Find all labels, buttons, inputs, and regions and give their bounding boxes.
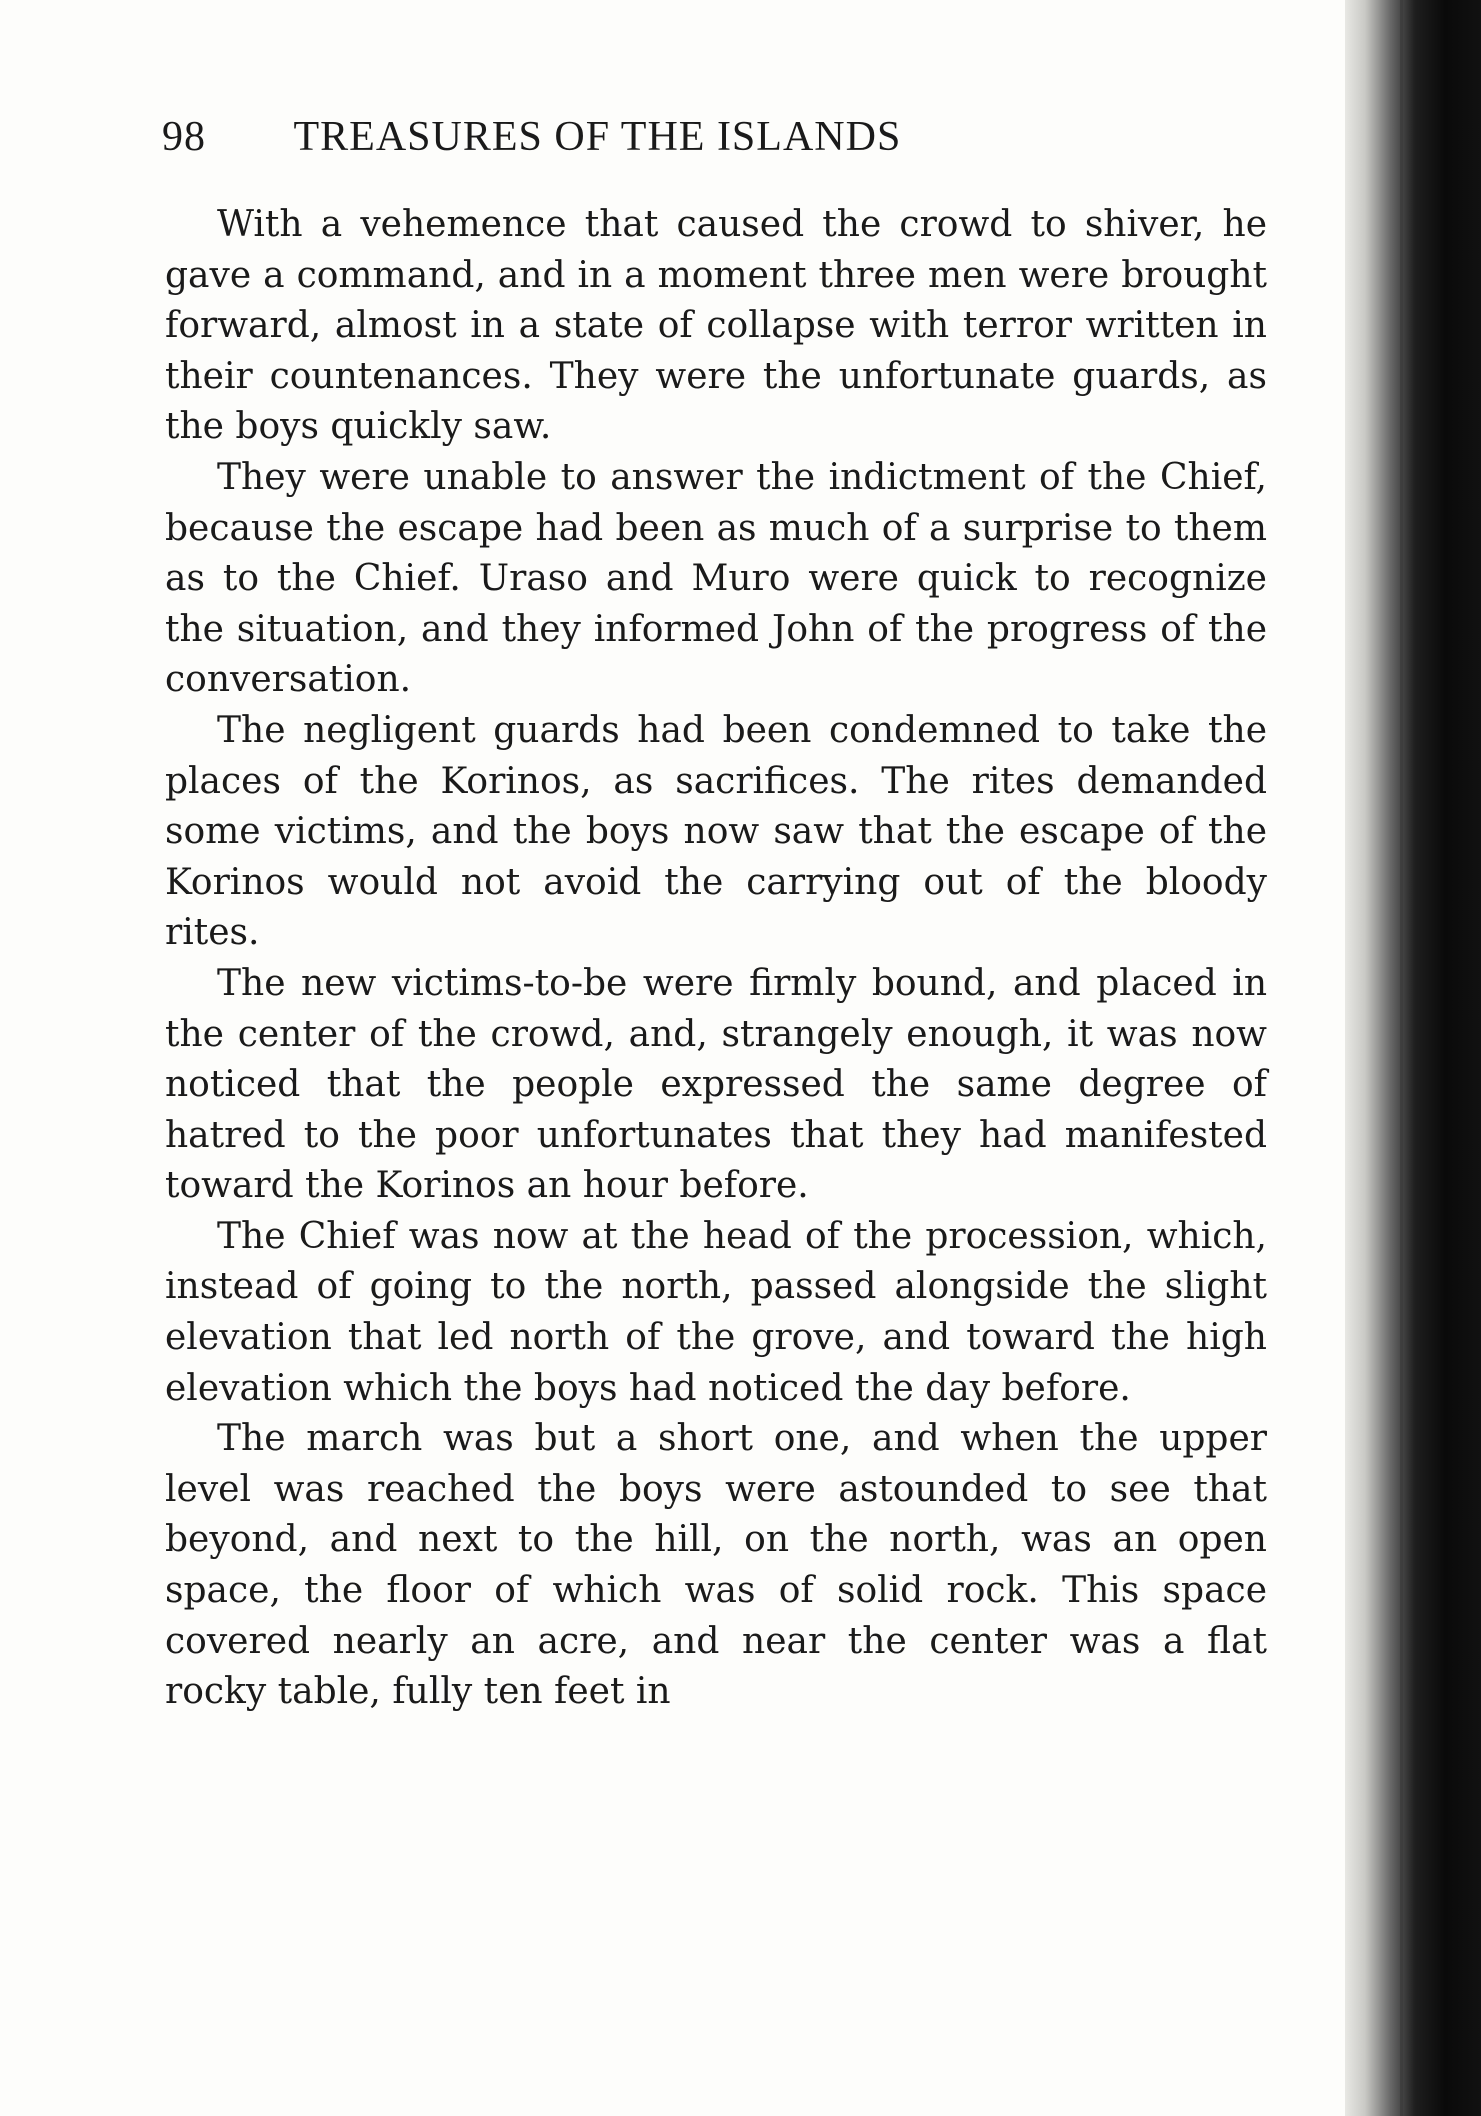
- body-text: [165, 200, 1267, 1718]
- paragraph: The negligent guards had been condemned to take the places of the Korinos, as sacrifices. The rites demanded some victims, and the boys now saw that the escape of the Korinos would not avoid the carrying out of the bloody rites.: [165, 709, 1267, 954]
- book-binding-edge: [1345, 0, 1481, 2116]
- page-number: 98: [162, 114, 206, 160]
- paragraph: The march was but a short one, and when the upper level was reached the boys were astounded to see that beyond, and next to the hill, on the north, was an open space, the floor of which was of solid rock. This space covered nearly an acre, and near the center was a flat rocky table, fully ten feet in: [165, 1418, 1267, 1713]
- paragraph: The new victims-to-be were firmly bound, and placed in the center of the crowd, and, strangely enough, it was now noticed that the people expressed the same degree of hatred to the poor unfortunates that they had manifested toward the Korinos an hour before.: [165, 962, 1267, 1207]
- paragraph: They were unable to answer the indictment of the Chief, because the escape had been as much of a surprise to them as to the Chief. Uraso and Muro were quick to recognize the situation, and they informed John of the progress of the conversation.: [165, 456, 1267, 701]
- paragraph: With a vehemence that caused the crowd to shiver, he gave a command, and in a moment three men were brought forward, almost in a state of collapse with terror written in their countenances. They were the unfortunate guards, as the boys quickly saw.: [165, 204, 1267, 448]
- running-title: TREASURES OF THE ISLANDS: [293, 114, 902, 160]
- page-header: [162, 112, 1262, 162]
- paragraph: The Chief was now at the head of the procession, which, instead of going to the north, passed alongside the slight elevation that led north of the grove, and toward the high elevation which the boys had noticed the day before.: [165, 1215, 1267, 1409]
